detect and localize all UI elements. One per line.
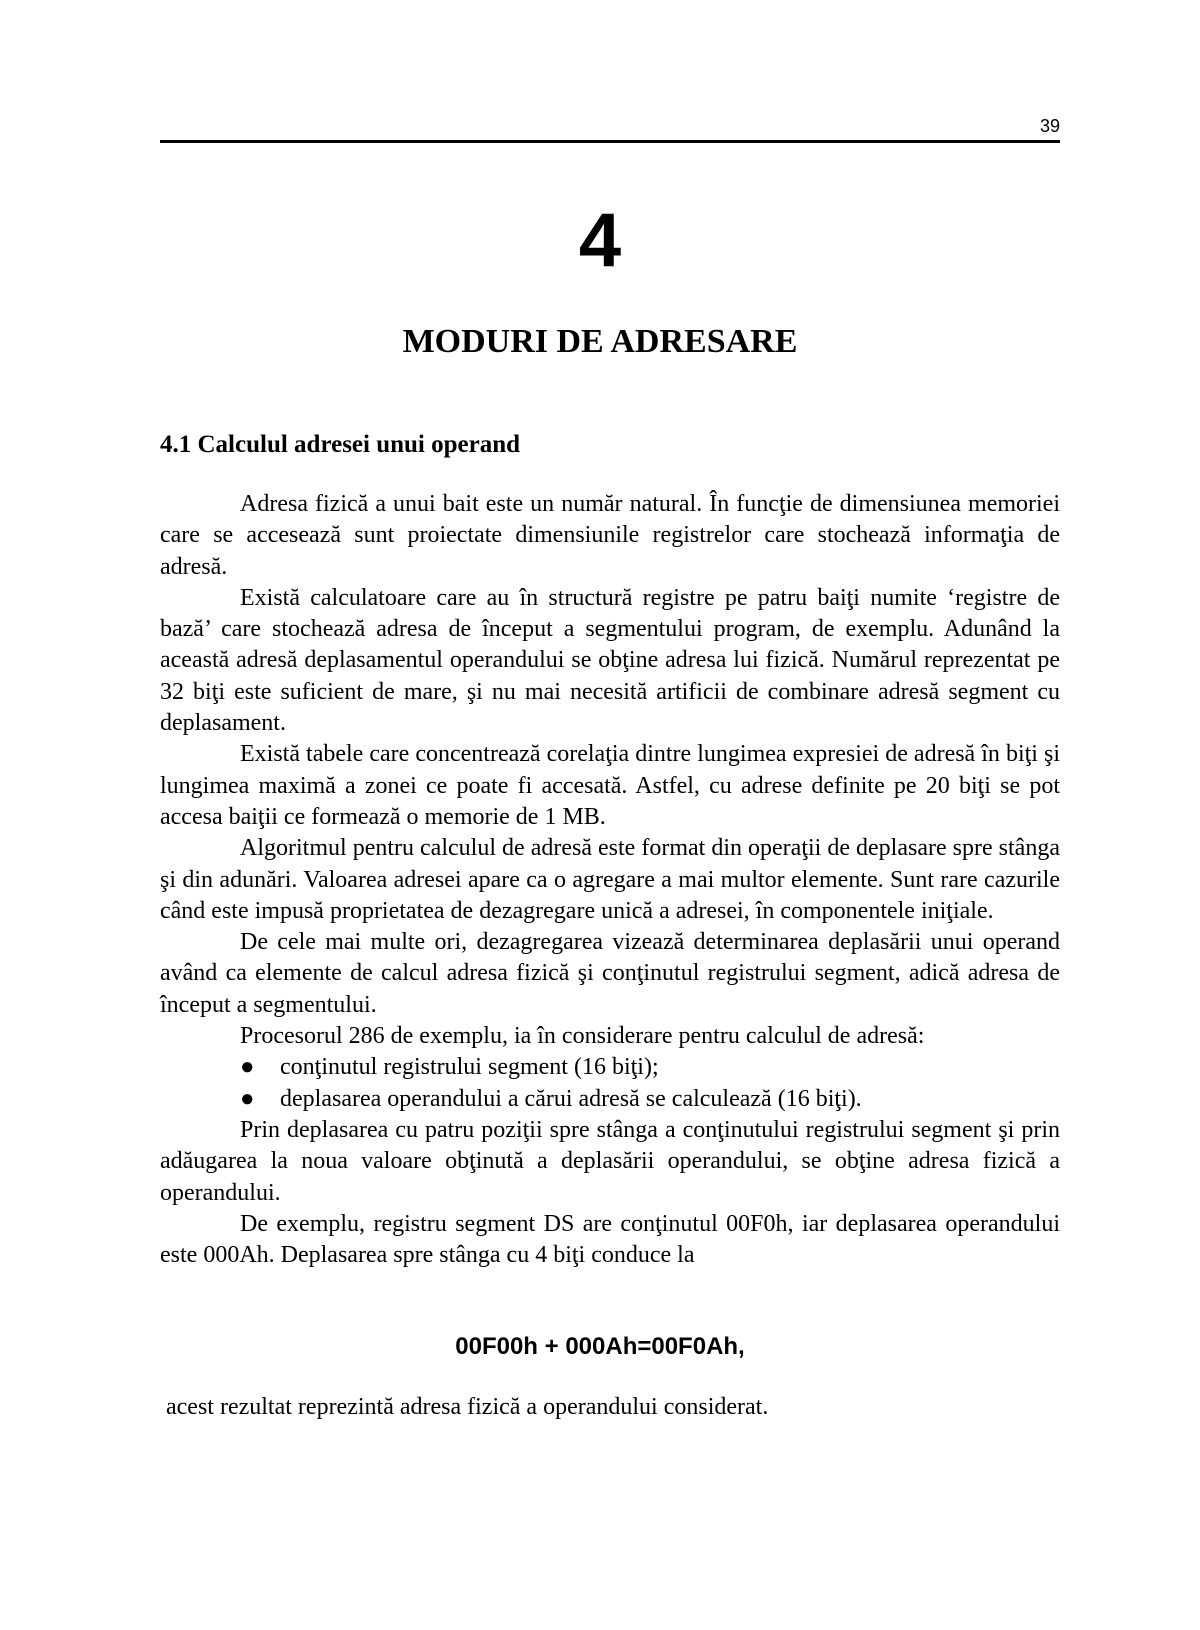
formula: 00F00h + 000Ah=00F0Ah, (455, 1333, 745, 1360)
list-item-text: deplasarea operandului a cărui adresă se calculează (16 biţi). (280, 1085, 862, 1112)
paragraph: Există calculatoare care au în structură registre pe patru baiţi numite ‘registre de bază’ care stochează adresa de început a segmentului program, de exemplu. Adunând la această adresă deplasamentul operandului se obţine adresa lui fizică. Numărul reprezentat pe 32 biţi este suficient de mare, şi nu mai necesită artificii de combinare adresă segment cu deplasament. (160, 584, 1060, 737)
conclusion-text: acest rezultat reprezintă adresa fizică a operandului considerat. (166, 1394, 769, 1420)
paragraph: Algoritmul pentru calculul de adresă este format din operaţii de deplasare spre stânga şi din adunări. Valoarea adresei apare ca o agregare a mai multor elemente. Sunt rare cazurile când este impusă proprietatea de dezagregare unică a adresei, în componentele iniţiale. (160, 835, 1060, 924)
list-item (160, 1052, 1060, 1083)
paragraph: Adresa fizică a unui bait este un număr natural. În funcţie de dimensiunea memoriei care se accesează sunt proiectate dimensiunile registrelor care stochează informaţia de adresă. (160, 491, 1060, 580)
bullet-icon: ● (240, 1054, 255, 1081)
list-item (160, 1084, 1060, 1115)
chapter-title: MODURI DE ADRESARE (402, 323, 798, 360)
bullet-icon: ● (240, 1085, 255, 1112)
chapter-number: 4 (578, 198, 622, 283)
paragraph: Procesorul 286 de exemplu, ia în considerare pentru calculul de adresă: (240, 1023, 925, 1050)
paragraph: De exemplu, registru segment DS are conţinutul 00F0h, iar deplasarea operandului este 000Ah. Deplasarea spre stânga cu 4 biţi conduce la (160, 1210, 1060, 1269)
list-item-text: conţinutul registrului segment (16 biţi); (280, 1054, 659, 1081)
page-number: 39 (1039, 116, 1060, 136)
section-heading: 4.1 Calculul adresei unui operand (160, 431, 521, 458)
paragraph: Prin deplasarea cu patru poziţii spre stânga a conţinutului registrului segment şi prin adăugarea la noua valoare obţinută a deplasării operandului, se obţine adresa fizică a operandului. (160, 1116, 1060, 1206)
paragraph: De cele mai multe ori, dezagregarea vizează determinarea deplasării unui operand având ca elemente de calcul adresa fizică şi conţinutul registrului segment, adică adresa de început a segmentului. (160, 929, 1060, 1018)
bullet-list (160, 1052, 1060, 1115)
header-rule (160, 140, 1060, 143)
paragraph: Există tabele care concentrează corelaţia dintre lungimea expresiei de adresă în biţi şi lungimea maximă a zonei ce poate fi accesată. Astfel, cu adrese definite pe 20 biţi se pot accesa baiţii ce formează o memorie de 1 MB. (160, 741, 1060, 830)
body-text (160, 489, 1060, 1271)
